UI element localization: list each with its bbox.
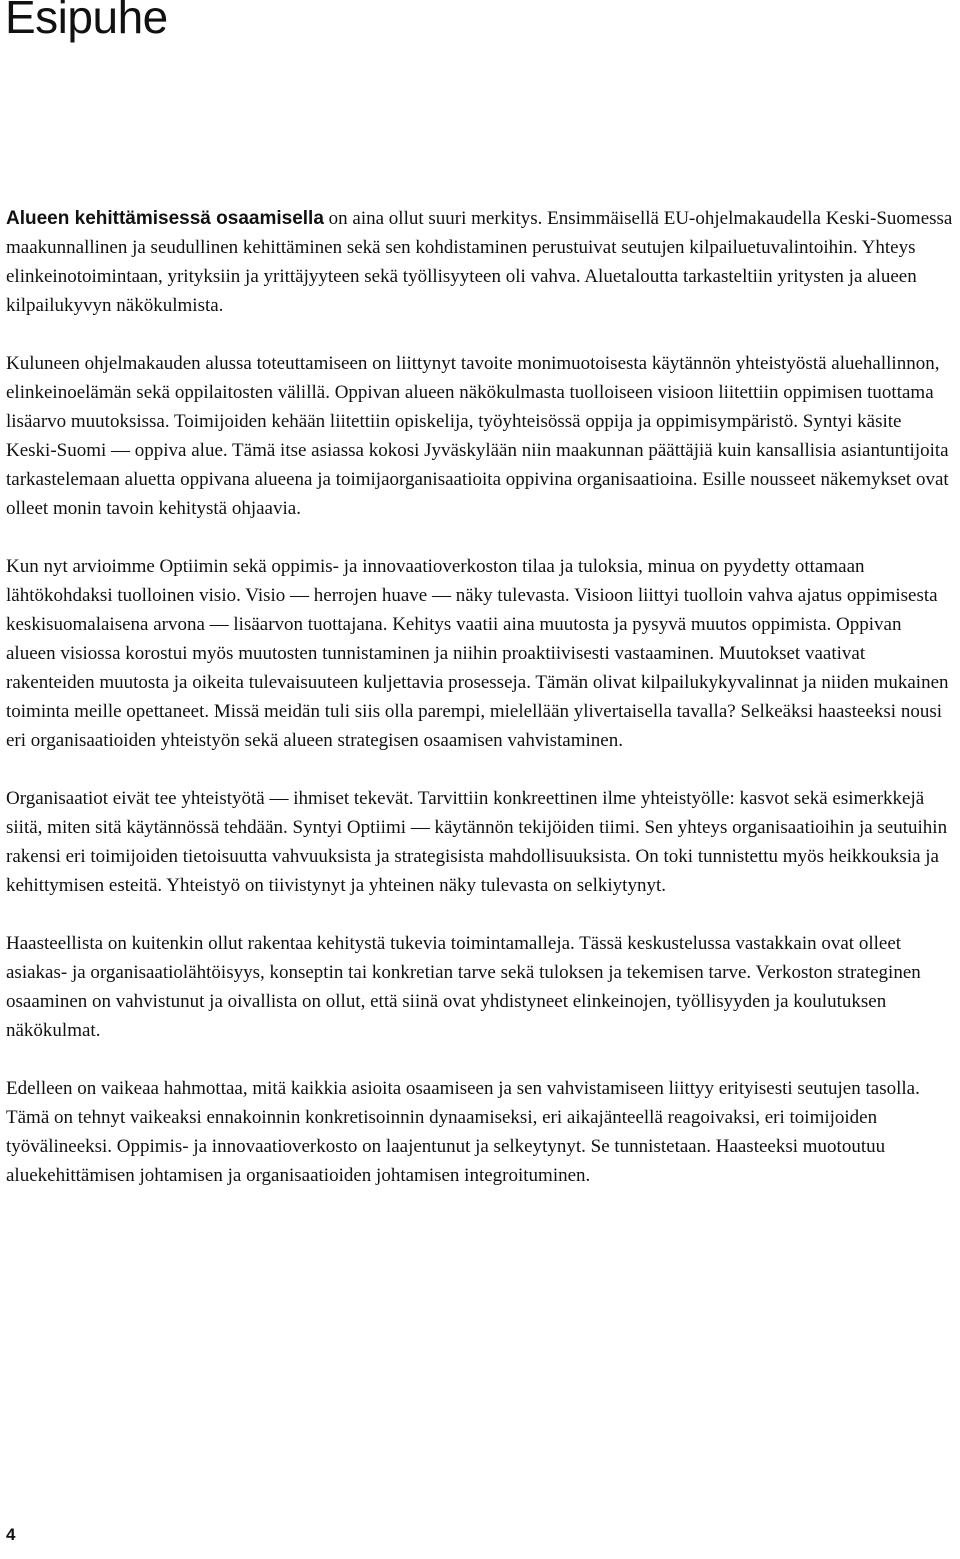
paragraph-1-lead: Alueen kehittämisessä osaamisella xyxy=(6,208,324,229)
paragraph-6: Edelleen on vaikeaa hahmottaa, mitä kaikkia asioita osaamiseen ja sen vahvistamiseen liittyy erityisesti seutujen tasolla. Tämä on tehnyt vaikeaksi ennakoinnin konkretisoinnin dynaamiseksi, eri aikajänteellä reagoivaksi, eri toimijoiden työvälineeksi. Oppimis- ja innovaatioverkosto on laajentunut ja selkeytynyt. Se tunnistetaan. Haasteeksi muotoutuu aluekehittämisen johtamisen ja organisaatioiden johtamisen integroituminen. xyxy=(6,1078,920,1186)
paragraph-4: Organisaatiot eivät tee yhteistyötä — ihmiset tekevät. Tarvittiin konkreettinen ilme yhteistyölle: kasvot sekä esimerkkejä siitä, miten sitä käytännössä tehdään. Syntyi Optiimi — käytännön tekijöiden tiimi. Sen yhteys organisaatioihin ja seutuihin rakensi eri toimijoiden tietoisuutta vahvuuksista ja strategisista mahdollisuuksista. On toki tunnistettu myös heikkouksia ja kehittymisen esteitä. Yhteistyö on tiivistynyt ja yhteinen näky tulevasta on selkiytynyt. xyxy=(6,788,948,896)
paragraph-3: Kun nyt arvioimme Optiimin sekä oppimis- ja innovaatioverkoston tilaa ja tuloksia, minua on pyydetty ottamaan lähtökohdaksi tuolloinen visio. Visio — herrojen huave — näky tulevasta. Visioon liittyi tuolloin vahva ajatus oppimisesta keskisuomalaisena arvona — lisäarvon tuottajana. Kehitys vaatii aina muutosta ja pysyvä muutos oppimista. Oppivan alueen visiossa korostui myös muutosten tunnistaminen ja niihin proaktiivisesti vastaaminen. Muutokset vaativat rakenteiden muutosta ja oikeita tulevaisuuteen kuljettavia prosesseja. Tämän olivat kilpailukykyvalinnat ja niiden mukainen toiminta meille opettaneet. Missä meidän tuli siis olla parempi, mielellään ylivertaisella tavalla? Selkeäksi haasteeksi nousi eri organisaatioiden yhteistyön sekä alueen strategisen osaamisen vahvistaminen. xyxy=(6,556,949,751)
body-text xyxy=(6,204,954,1219)
paragraph-5: Haasteellista on kuitenkin ollut rakentaa kehitystä tukevia toimintamalleja. Tässä keskustelussa vastakkain ovat olleet asiakas- ja organisaatiolähtöisyys, konseptin tai konkretian tarve sekä tuloksen ja tekemisen tarve. Verkoston strateginen osaaminen on vahvistunut ja oivallista on ollut, että siinä ovat yhdistyneet elinkeinojen, työllisyyden ja koulutuksen näkökulmat. xyxy=(6,933,921,1041)
paragraph-2: Kuluneen ohjelmakauden alussa toteuttamiseen on liittynyt tavoite monimuotoisesta käytännön yhteistyöstä aluehallinnon, elinkeinoelämän sekä oppilaitosten välillä. Oppivan alueen näkökulmasta tuolloiseen visioon liitettiin oppimisen tuottama lisäarvo muutoksissa. Toimijoiden kehään liitettiin opiskelija, työyhteisössä oppija ja oppimisympäristö. Syntyi käsite Keski-Suomi — oppiva alue. Tämä itse asiassa kokosi Jyväskylään niin maakunnan päättäjiä kuin kansallisia asiantuntijoita tarkastelemaan aluetta oppivana alueena ja toimijaorganisaatioita oppivina organisaatioina. Esille nousseet näkemykset ovat olleet monin tavoin kehitystä ohjaavia. xyxy=(6,353,949,519)
paragraph-1 xyxy=(6,204,954,320)
paragraph-1-text: on aina ollut suuri merkitys. Ensimmäisellä EU-ohjelmakaudella Keski-Suomessa maakunnallinen ja seudullinen kehittäminen sekä sen kohdistaminen perustuivat seutujen kilpailuetuvalintoihin. Yhteys elinkeinotoimintaan, yrityksiin ja yrittäjyyteen sekä työllisyyteen oli vahva. Aluetaloutta tarkasteltiin yritysten ja alueen kilpailukyvyn näkökulmista. xyxy=(6,208,953,316)
page-number: 4 xyxy=(6,1525,16,1544)
page-title: Esipuhe xyxy=(5,0,168,43)
